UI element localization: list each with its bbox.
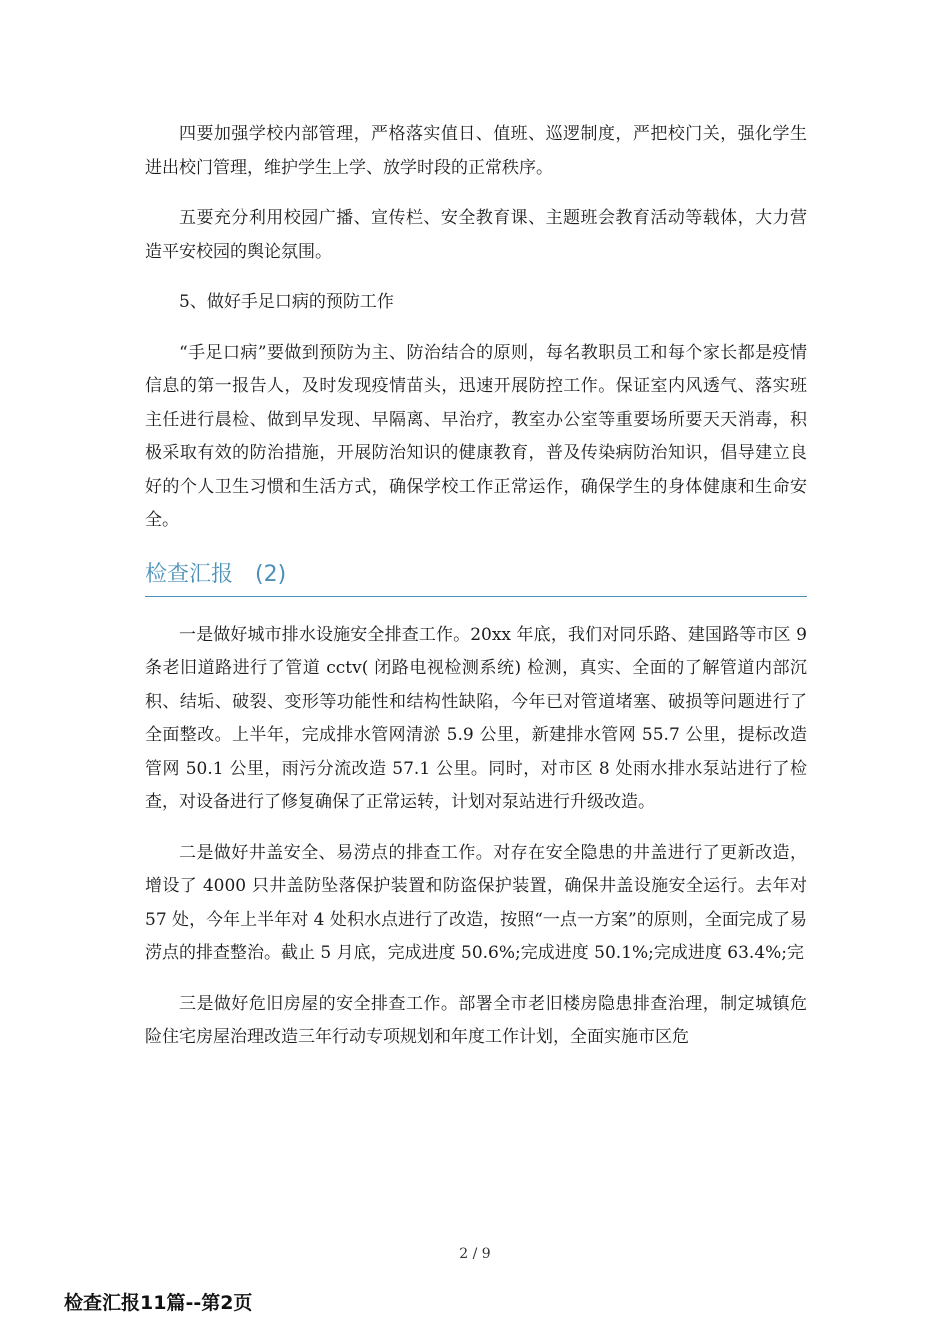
footer-title: 检查汇报11篇--第2页 <box>64 1292 253 1314</box>
body-paragraph: 三是做好危旧房屋的安全排查工作。部署全市老旧楼房隐患排查治理，制定城镇危险住宅房屋治理改造三年行动专项规划和年度工作计划，全面实施市区危 <box>145 993 807 1047</box>
body-paragraph: “手足口病”要做到预防为主、防治结合的原则，每名教职员工和每个家长都是疫情信息的第一报告人，及时发现疫情苗头，迅速开展防控工作。保证室内风透气、落实班主任进行晨检、做到早发现、早隔离、早治疗，教室办公室等重要场所要天天消毒，积极采取有效的防治措施，开展防治知识的健康教育，普及传染病防治知识，倡导建立良好的个人卫生习惯和生活方式，确保学校工作正常运作，确保学生的身体健康和生命安全。 <box>145 342 807 530</box>
page-number: 2 / 9 <box>459 1246 491 1262</box>
document-body <box>145 118 807 1055</box>
body-paragraph: 五要充分利用校园广播、宣传栏、安全教育课、主题班会教育活动等载体，大力营造平安校园的舆论氛围。 <box>145 208 807 262</box>
body-paragraph: 四要加强学校内部管理，严格落实值日、值班、巡逻制度，严把校门关，强化学生进出校门管理，维护学生上学、放学时段的正常秩序。 <box>145 124 807 178</box>
subheading-paragraph: 5、做好手足口病的预防工作 <box>179 292 394 312</box>
body-paragraph: 一是做好城市排水设施安全排查工作。20xx 年底，我们对同乐路、建国路等市区 9 条老旧道路进行了管道 cctv( 闭路电视检测系统) 检测，真实、全面的了解管道内部沉积、结垢、破裂、变形等功能性和结构性缺陷，今年已对管道堵塞、破损等问题进行了全面整改。上半年，完成排水管网清淤 5.9 公里，新建排水管网 55.7 公里，提标改造管网 50.1 公里，雨污分流改造 57.1 公里。同时，对市区 8 处雨水排水泵站进行了检查，对设备进行了修复确保了正常运转，计划对泵站进行升级改造。 <box>145 624 807 812</box>
body-paragraph: 二是做好井盖安全、易涝点的排查工作。对存在安全隐患的井盖进行了更新改造，增设了 4000 只井盖防坠落保护装置和防盗保护装置，确保井盖设施安全运行。去年对 57 处，今年上半年对 4 处积水点进行了改造，按照“一点一方案”的原则，全面完成了易涝点的排查整治。截止 5 月底，完成进度 50.6%;完成进度 50.1%;完成进度 63.4%;完 <box>145 842 807 963</box>
section-heading: 检查汇报 (2) <box>145 560 807 597</box>
